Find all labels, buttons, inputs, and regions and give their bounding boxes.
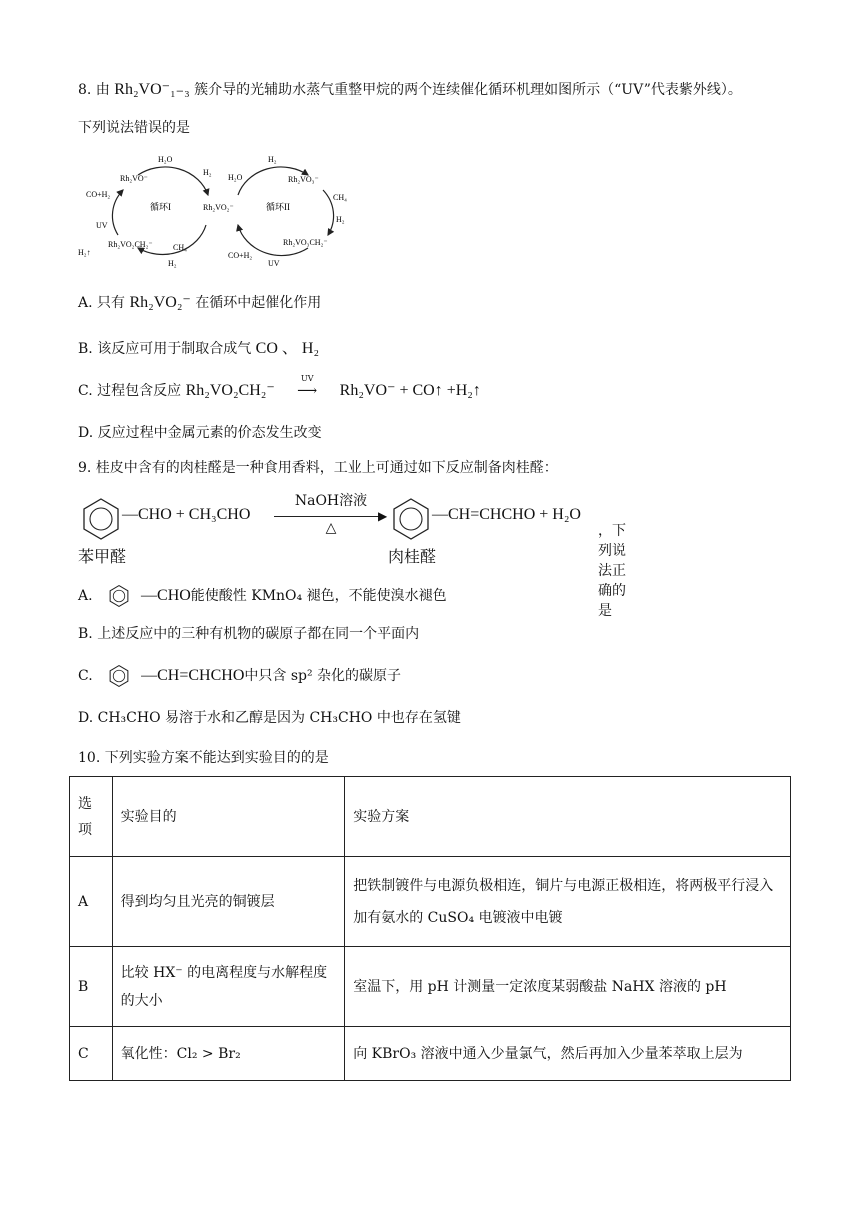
q10-stem: 10. 下列实验方案不能达到实验目的的是: [78, 750, 329, 766]
q9-option-d: D. CH₃CHO 易溶于水和乙醇是因为 CH₃CHO 中也存在氢键: [78, 710, 461, 726]
label-rh2vo3ch2: Rh₂VO₃CH₂⁻: [283, 238, 328, 247]
label-rh2vo2: Rh₂VO₂⁻: [203, 203, 234, 212]
label-uv: UV: [96, 221, 108, 230]
label-cycle2: 循环II: [266, 202, 290, 212]
label-ch4: CH₄: [173, 243, 187, 252]
label-rh2vo: Rh₂VO⁻: [120, 174, 148, 183]
row-plan: 向 KBrO₃ 溶液中通入少量氯气，然后再加入少量苯萃取上层为: [345, 1027, 791, 1081]
row-goal: 得到均匀且光亮的铜镀层: [112, 857, 345, 947]
header-option: 选项: [70, 777, 113, 857]
label-h2-b: H₂: [168, 259, 177, 268]
benzene-ring-icon: [97, 584, 141, 608]
benzene-ring-icon: [97, 664, 141, 688]
uv-arrow-label: UV: [300, 374, 314, 383]
condition-bottom: △: [325, 520, 337, 536]
label-ch4-c2: CH₄: [333, 193, 347, 202]
table-row: [70, 947, 791, 1027]
product: —CH=CHCHO + H₂O: [432, 506, 581, 523]
q9-tail: ，下列说法正确的是: [598, 523, 626, 619]
experiment-table: [69, 776, 791, 1081]
q9-stem: 9. 桂皮中含有的肉桂醛是一种食用香料，工业上可通过如下反应制备肉桂醛：: [78, 460, 558, 476]
row-plan: 室温下，用 pH 计测量一定浓度某弱酸盐 NaHX 溶液的 pH: [345, 947, 791, 1027]
label-h2-c2b: H₂: [336, 215, 345, 224]
q9-option-a: A. —CHO能使酸性 KMnO₄ 褪色，不能使溴水褪色: [78, 584, 447, 608]
condition-top: NaOH溶液: [294, 493, 368, 509]
arrow-head-icon: ▶: [378, 509, 388, 523]
label-co-h2: CO+H₂: [86, 190, 111, 199]
label-h2-up: H₂↑: [78, 248, 91, 257]
benzene-ring-icon: [78, 496, 124, 542]
header-goal: 实验目的: [112, 777, 345, 857]
q8-option-c: C. 过程包含反应 Rh₂VO₂CH₂⁻ UV ⟶ Rh₂VO⁻ + CO↑ +H₂↑: [78, 381, 481, 401]
reaction-arrow: ⟶: [297, 383, 318, 399]
q8-option-b: B. 该反应可用于制取合成气 CO 、 H₂: [78, 340, 320, 357]
label-h2: H₂: [203, 168, 212, 177]
q8-stem: 8. 由 Rh₂VO⁻₁₋₃ 簇介导的光辅助水蒸气重整甲烷的两个连续催化循环机理如图所示（“UV”代表紫外线）。: [78, 81, 742, 98]
label-co-h2-c2: CO+H₂: [228, 251, 253, 260]
label-h2o: H₂O: [158, 155, 173, 164]
benzene-ring-icon: [388, 496, 434, 542]
row-goal: 比较 HX⁻ 的电离程度与水解程度的大小: [112, 947, 345, 1027]
cluster-formula: Rh₂VO⁻₁₋₃: [114, 81, 190, 98]
reaction-arrow-line: [274, 516, 384, 517]
table-row: [70, 857, 791, 947]
label-cycle1: 循环I: [150, 202, 171, 212]
q8-stem-line2: 下列说法错误的是: [78, 120, 190, 136]
q8-option-d: D. 反应过程中金属元素的价态发生改变: [78, 425, 322, 441]
header-plan: 实验方案: [345, 777, 791, 857]
q9-option-c: C. —CH=CHCHO中只含 sp² 杂化的碳原子: [78, 664, 401, 688]
q8-option-a: A. 只有 Rh₂VO₂⁻ 在循环中起催化作用: [78, 294, 322, 311]
catalytic-cycle-diagram: [78, 150, 368, 270]
row-option: B: [70, 947, 113, 1027]
row-option: A: [70, 857, 113, 947]
row-goal: 氧化性：Cl₂ > Br₂: [112, 1027, 345, 1081]
name-cinnamaldehyde: 肉桂醛: [388, 547, 437, 566]
label-rh2vo2ch2: Rh₂VO₂CH₂⁻: [108, 240, 153, 249]
label-rh2vo3: Rh₂VO₃⁻: [288, 175, 319, 184]
name-benzaldehyde: 苯甲醛: [78, 547, 127, 566]
row-plan: 把铁制镀件与电源负极相连，铜片与电源正极相连，将两极平行浸入加有氨水的 CuSO₄ 电镀液中电镀: [345, 857, 791, 947]
table-header-row: [70, 777, 791, 857]
label-h2-c2: H₂: [268, 155, 277, 164]
q9-option-b: B. 上述反应中的三种有机物的碳原子都在同一个平面内: [78, 626, 420, 642]
label-h2o-c2: H₂O: [228, 173, 243, 182]
reactants: —CHO + CH₃CHO: [122, 506, 251, 523]
row-option: C: [70, 1027, 113, 1081]
table-row: [70, 1027, 791, 1081]
label-uv-c2: UV: [268, 259, 280, 268]
